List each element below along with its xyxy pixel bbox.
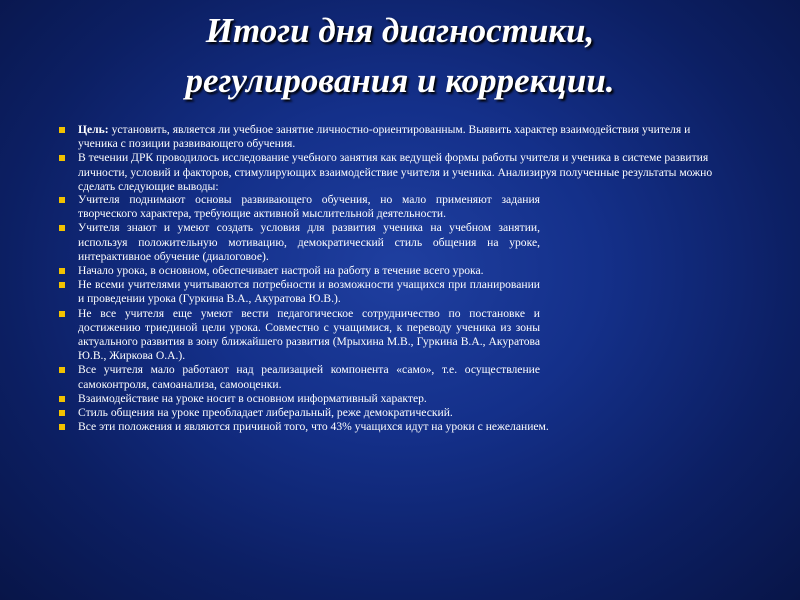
list-item-text: Все учителя мало работают над реализацией компонента «само», т.е. осуществление самоконтроля, самоанализа, самооценки. [78,363,540,391]
square-bullet-icon [59,225,65,231]
list-item-research [58,151,720,194]
slide-title-line-2: регулирования и коррекции. [185,61,615,100]
square-bullet-icon [59,311,65,317]
goal-text: установить, является ли учебное занятие личностно-ориентированным. Выявить характер взаимодействия учителя и ученика с позиции развивающего обучения. [78,123,691,151]
square-bullet-icon [59,367,65,373]
list-item-conclusion [58,278,540,306]
square-bullet-icon [59,396,65,402]
list-item-text: Учителя знают и умеют создать условия для развития ученика на учебном занятии, используя положительную мотивацию, демократический стиль общения на уроке, интерактивное обучение (диалоговое). [78,221,540,263]
list-item-text: Не все учителя еще умеют вести педагогическое сотрудничество по постановке и достижению триединой цели урока. Совместно с учащимися, к переводу ученика из зоны актуального развития в зону ближайшего развития (Мрыхина М.В., Гуркина В.А., Акуратова Ю.В., Жиркова О.А.). [78,306,540,363]
list-item-conclusion [58,193,540,221]
list-item-text: Начало урока, в основном, обеспечивает настрой на работу в течение всего урока. [78,264,484,278]
square-bullet-icon [59,268,65,274]
square-bullet-icon [59,127,65,133]
square-bullet-icon [59,282,65,288]
list-item-conclusion [58,392,540,406]
list-item-text: В течении ДРК проводилось исследование учебного занятия как ведущей формы работы учителя и ученика в системе развития личности, условий и факторов, стимулирующих взаимодействие учителя и ученика. Анализируя полученные результаты можно сделать следующие выводы: [78,151,713,193]
list-item-text: Стиль общения на уроке преобладает либеральный, реже демократический. [78,406,453,420]
square-bullet-icon [59,424,65,430]
square-bullet-icon [59,197,65,203]
slide-title-line-1: Итоги дня диагностики, [205,11,595,50]
list-item-conclusion [58,363,540,391]
square-bullet-icon [59,410,65,416]
list-item-conclusion [58,307,540,364]
list-item-text: Все эти положения и являются причиной того, что 43% учащихся идут на уроки с нежеланием. [78,420,549,434]
goal-lead: Цель: [78,123,109,136]
list-item-conclusion [58,406,540,420]
list-item-conclusion [58,221,540,264]
list-item-text: Учителя поднимают основы развивающего обучения, но мало применяют задания творческого характера, требующие активной мыслительной деятельности. [78,193,540,221]
list-item-goal [58,123,720,151]
slide-title [0,6,800,106]
bullet-list [58,123,720,434]
square-bullet-icon [59,155,65,161]
list-item-text: Взаимодействие на уроке носит в основном информативный характер. [78,391,427,405]
list-item-conclusion [58,264,540,278]
list-item-final [58,420,720,434]
list-item-text: Не всеми учителями учитываются потребности и возможности учащихся при планировании и проведении урока (Гуркина В.А., Акуратова Ю.В.). [78,278,540,306]
